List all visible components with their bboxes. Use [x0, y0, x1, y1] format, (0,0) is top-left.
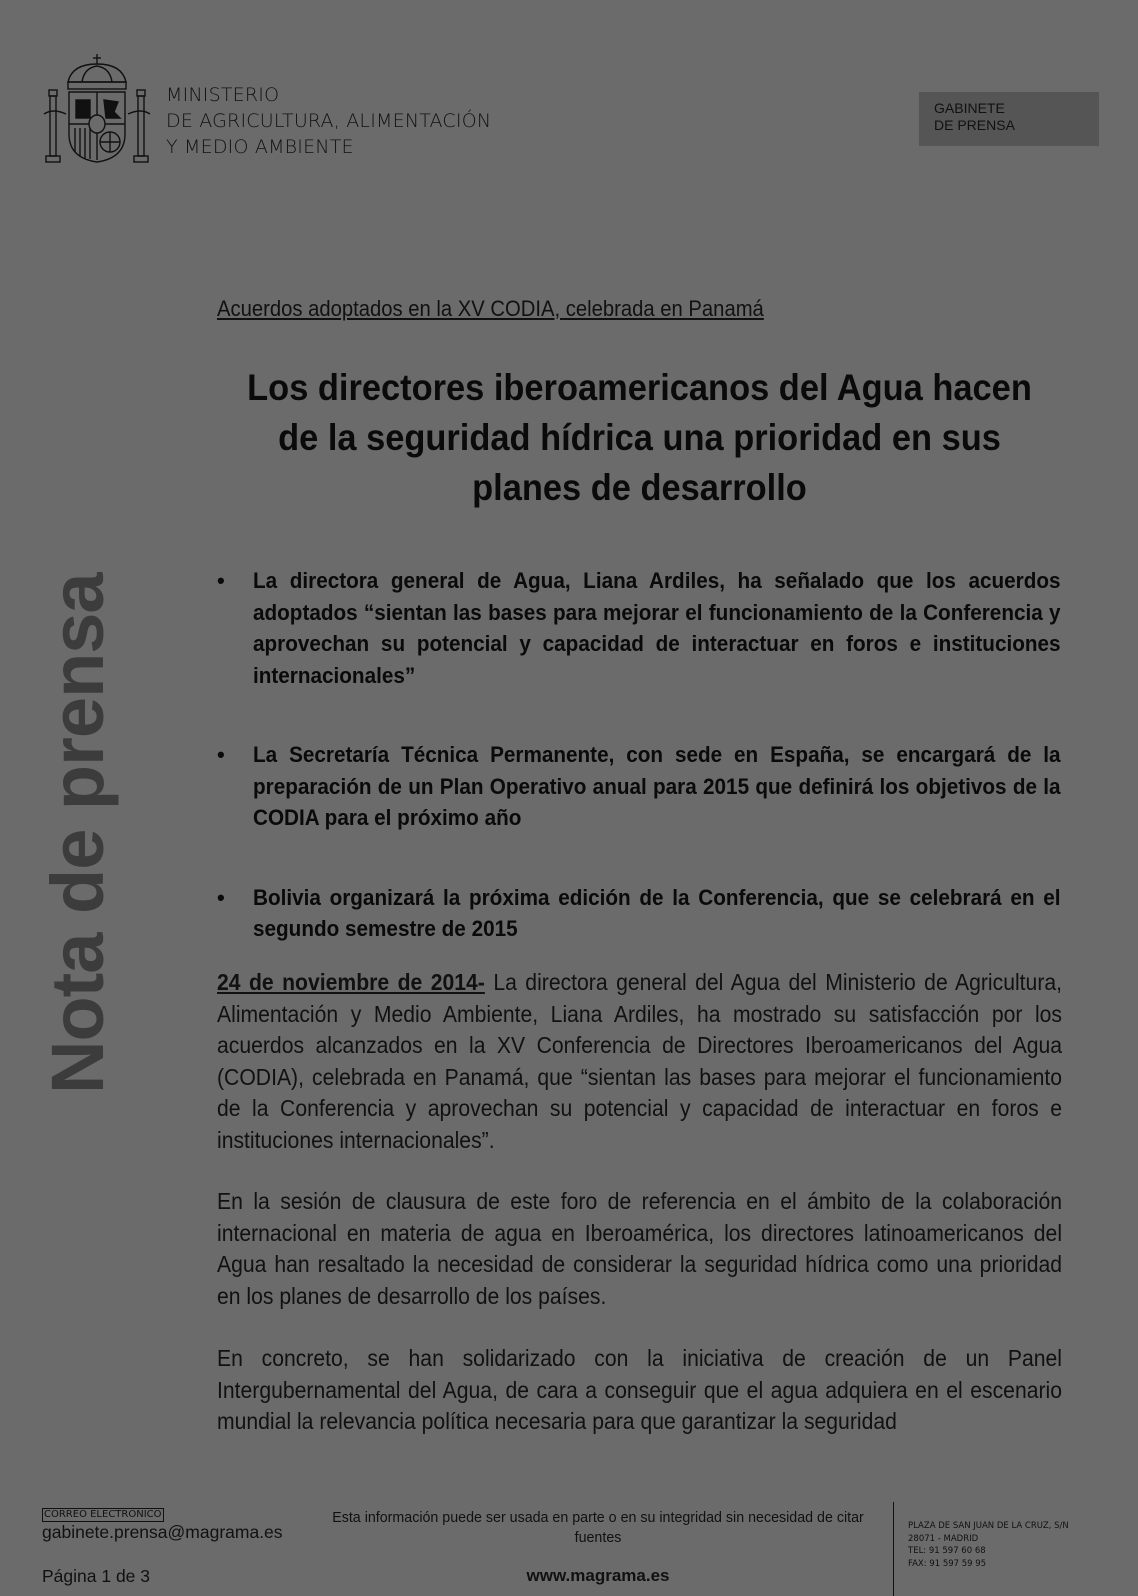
address-line: PLAZA DE SAN JUAN DE LA CRUZ, S/N — [908, 1521, 1069, 1531]
paragraph-text: En concreto, se han solidarizado con la iniciativa de creación de un Panel Intergubernamental del Agua, de cara a conseguir que el agua adquiera en el escenario mundial la relevancia política necesaria para que garantizar la seguridad — [217, 1345, 1063, 1434]
usage-disclaimer: Esta información puede ser usada en parte o en su integridad sin necesidad de citar fuentes — [332, 1509, 864, 1546]
ministry-name — [166, 82, 491, 160]
article-headline: Los directores iberoamericanos del Agua hacen de la seguridad hídrica una prioridad en sus planes de desarrollo — [247, 367, 1032, 508]
postal-address — [908, 1520, 1069, 1570]
ministry-line-3: Y MEDIO AMBIENTE — [166, 136, 354, 158]
ministry-line-2: DE AGRICULTURA, ALIMENTACIÓN — [166, 110, 492, 132]
page-indicator: Página 1 de 3 — [42, 1566, 151, 1586]
body-paragraph-1 — [217, 967, 1062, 1156]
body-paragraph-3 — [217, 1343, 1062, 1438]
address-line: 28071 - MADRID — [908, 1533, 979, 1544]
gabinete-de-prensa-box — [919, 92, 1099, 146]
website-link[interactable]: www.magrama.es — [526, 1566, 670, 1585]
phone-line: TEL: 91 597 60 68 — [908, 1546, 986, 1556]
key-point-text: Bolivia organizará la próxima edición de la Conferencia, que se celebrará en el segundo semestre de 2015 — [253, 884, 1061, 941]
spanish-coat-of-arms-icon — [42, 52, 152, 166]
key-point-text: La directora general de Agua, Liana Ardiles, ha señalado que los acuerdos adoptados “sientan las bases para mejorar el funcionamiento de la Conferencia y aprovechan su potencial y capacidad de interactuar en foros e instituciones internacionales” — [253, 568, 1061, 688]
paragraph-text: En la sesión de clausura de este foro de referencia en el ámbito de la colaboración internacional en materia de agua en Iberoamérica, los directores latinoamericanos del Agua han resaltado la necesidad de considerar la seguridad hídrica como una prioridad en los planes de desarrollo de los países. — [217, 1188, 1063, 1309]
dateline: 24 de noviembre de 2014- — [217, 969, 485, 995]
paragraph-text: La directora general del Agua del Ministerio de Agricultura, Alimentación y Medio Ambiente, Liana Ardiles, ha mostrado su satisfacción por los acuerdos alcanzados en la XV Conferencia de Directores Iberoamericanos del Agua (CODIA), celebrada en Panamá, que “sientan las bases para mejorar el funcionamiento de la Conferencia y aprovechan su potencial y capacidad de interactuar en foros e instituciones internacionales”. — [217, 969, 1063, 1153]
gabinete-line-2: DE PRENSA — [934, 117, 1015, 133]
bullet-icon: • — [217, 568, 225, 593]
article-kicker: Acuerdos adoptados en la XV CODIA, celebrada en Panamá — [217, 296, 764, 321]
key-point-text: La Secretaría Técnica Permanente, con sede en España, se encargará de la preparación de un Plan Operativo anual para 2015 que definirá los objetivos de la CODIA para el próximo año — [253, 742, 1061, 830]
ministry-line-1: MINISTERIO — [166, 84, 280, 106]
fax-line: FAX: 91 597 59 95 — [908, 1558, 987, 1569]
key-point — [217, 882, 1062, 945]
body-paragraph-2 — [217, 1186, 1062, 1312]
bullet-icon: • — [217, 884, 225, 910]
key-point — [217, 565, 1062, 691]
key-point — [217, 739, 1062, 834]
gabinete-line-1: GABINETE — [934, 100, 1005, 116]
nota-de-prensa-vertical-label: Nota de prensa — [36, 573, 119, 1094]
email-link[interactable]: gabinete.prensa@magrama.es — [42, 1522, 283, 1542]
footer-divider — [893, 1502, 894, 1596]
bullet-icon: • — [217, 742, 225, 767]
email-label: CORREO ELECTRÓNICO — [44, 1509, 162, 1520]
key-points-list — [217, 565, 1062, 993]
